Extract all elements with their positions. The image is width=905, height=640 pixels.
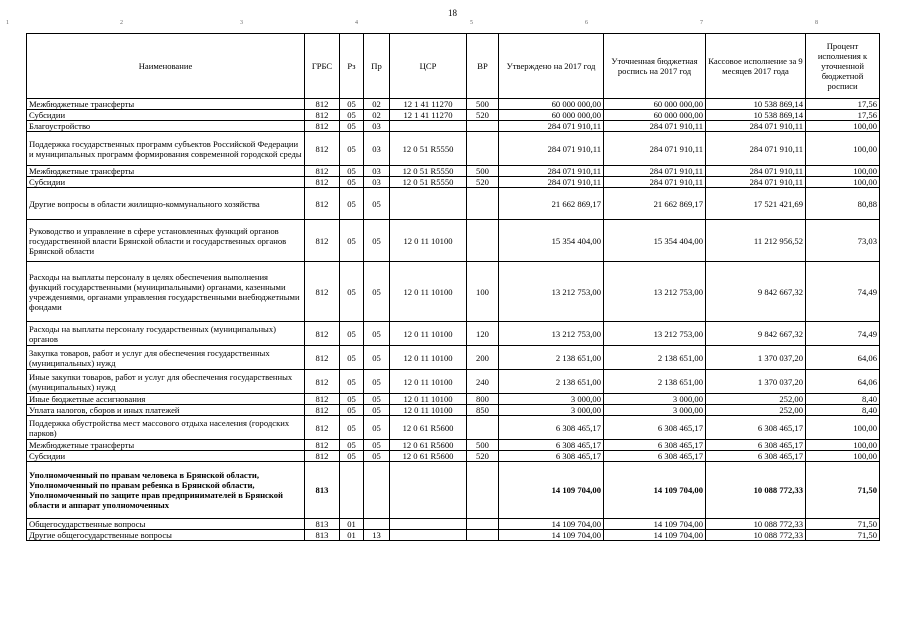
cell-cash: 1 370 037,20 [706,370,806,394]
cell-rz: 01 [340,530,364,541]
cell-percent: 73,03 [806,220,880,262]
cell-approved: 284 071 910,11 [499,166,604,177]
cell-approved: 13 212 753,00 [499,262,604,322]
cell-refined: 6 308 465,17 [604,416,706,440]
cell-rz: 05 [340,322,364,346]
cell-percent: 71,50 [806,519,880,530]
cell-approved: 21 662 869,17 [499,188,604,220]
cell-cash: 10 538 869,14 [706,110,806,121]
cell-rz: 05 [340,346,364,370]
cell-csr [390,519,467,530]
cell-csr: 12 0 51 R5550 [390,166,467,177]
cell-rz: 05 [340,405,364,416]
cell-approved: 2 138 651,00 [499,370,604,394]
cell-vr [467,132,499,166]
cell-rz: 05 [340,220,364,262]
cell-refined: 14 109 704,00 [604,462,706,519]
header-refined: Уточненная бюджетная роспись на 2017 год [604,34,706,99]
cell-vr: 500 [467,166,499,177]
cell-pr: 05 [364,322,390,346]
cell-grbs: 812 [305,451,340,462]
cell-percent: 8,40 [806,405,880,416]
table-row [27,519,880,530]
cell-refined: 284 071 910,11 [604,121,706,132]
cell-vr: 800 [467,394,499,405]
cell-refined: 6 308 465,17 [604,451,706,462]
cell-pr: 03 [364,132,390,166]
column-mark: 7 [700,20,703,26]
cell-name: Субсидии [27,451,305,462]
cell-vr [467,188,499,220]
cell-pr: 05 [364,405,390,416]
table-row [27,99,880,110]
cell-rz: 05 [340,177,364,188]
cell-vr: 850 [467,405,499,416]
cell-name: Расходы на выплаты персоналу в целях обеспечения выполнения функций государственными (муниципальными) органами, казенными учреждениями, органами управления государственными внебюджетными фондами [27,262,305,322]
cell-rz: 05 [340,121,364,132]
cell-percent: 74,49 [806,322,880,346]
table-header-row [27,34,880,99]
column-mark: 3 [240,20,243,26]
budget-execution-table [26,33,880,541]
header-cash: Кассовое исполнение за 9 месяцев 2017 года [706,34,806,99]
header-percent: Процент исполнения к уточненной бюджетной росписи [806,34,880,99]
cell-name: Субсидии [27,110,305,121]
cell-rz: 05 [340,394,364,405]
cell-vr: 100 [467,262,499,322]
cell-pr: 02 [364,110,390,121]
cell-percent: 100,00 [806,451,880,462]
cell-approved: 284 071 910,11 [499,132,604,166]
cell-name: Межбюджетные трансферты [27,99,305,110]
cell-pr: 05 [364,188,390,220]
cell-name: Поддержка обустройства мест массового отдыха населения (городских парков) [27,416,305,440]
cell-csr [390,462,467,519]
cell-csr: 12 1 41 11270 [390,99,467,110]
cell-grbs: 812 [305,110,340,121]
cell-cash: 6 308 465,17 [706,416,806,440]
table-row [27,405,880,416]
table-row [27,451,880,462]
cell-cash: 6 308 465,17 [706,451,806,462]
cell-refined: 15 354 404,00 [604,220,706,262]
cell-name: Расходы на выплаты персоналу государственных (муниципальных) органов [27,322,305,346]
cell-approved: 15 354 404,00 [499,220,604,262]
cell-name: Закупка товаров, работ и услуг для обеспечения государственных (муниципальных) нужд [27,346,305,370]
cell-pr: 02 [364,99,390,110]
cell-percent: 8,40 [806,394,880,405]
cell-percent: 100,00 [806,177,880,188]
cell-cash: 10 088 772,33 [706,519,806,530]
cell-percent: 64,06 [806,370,880,394]
header-rz: Рз [340,34,364,99]
cell-refined: 14 109 704,00 [604,530,706,541]
cell-pr: 05 [364,416,390,440]
cell-pr: 05 [364,370,390,394]
cell-csr [390,188,467,220]
cell-grbs: 813 [305,519,340,530]
cell-refined: 2 138 651,00 [604,370,706,394]
cell-name: Уплата налогов, сборов и иных платежей [27,405,305,416]
cell-rz: 05 [340,132,364,166]
cell-csr: 12 0 61 R5600 [390,451,467,462]
cell-approved: 14 109 704,00 [499,519,604,530]
cell-pr: 03 [364,121,390,132]
table-row [27,177,880,188]
cell-rz: 05 [340,110,364,121]
cell-percent: 71,50 [806,462,880,519]
cell-pr: 05 [364,262,390,322]
cell-grbs: 812 [305,416,340,440]
cell-rz: 05 [340,166,364,177]
cell-vr: 520 [467,110,499,121]
table-row [27,370,880,394]
cell-cash: 11 212 956,52 [706,220,806,262]
column-mark: 1 [6,20,9,26]
column-mark: 4 [355,20,358,26]
cell-percent: 80,88 [806,188,880,220]
column-mark: 2 [120,20,123,26]
cell-refined: 3 000,00 [604,405,706,416]
cell-grbs: 812 [305,177,340,188]
cell-rz: 05 [340,262,364,322]
cell-percent: 17,56 [806,110,880,121]
cell-name: Уполномоченный по правам человека в Брянской области, Уполномоченный по правам ребенка в Брянской области, Уполномоченный по защите прав предпринимателей в Брянской области и аппарат уполномоченных [27,462,305,519]
cell-refined: 60 000 000,00 [604,110,706,121]
cell-percent: 64,06 [806,346,880,370]
cell-name: Межбюджетные трансферты [27,166,305,177]
cell-grbs: 812 [305,132,340,166]
cell-refined: 284 071 910,11 [604,132,706,166]
cell-pr: 05 [364,346,390,370]
cell-grbs: 812 [305,346,340,370]
page-number: 18 [448,8,457,18]
column-mark: 8 [815,20,818,26]
cell-name: Благоустройство [27,121,305,132]
table-row [27,346,880,370]
cell-name: Другие общегосударственные вопросы [27,530,305,541]
cell-pr: 13 [364,530,390,541]
cell-name: Другие вопросы в области жилищно-коммунального хозяйства [27,188,305,220]
cell-percent: 100,00 [806,166,880,177]
table-row [27,462,880,519]
cell-refined: 2 138 651,00 [604,346,706,370]
cell-approved: 3 000,00 [499,394,604,405]
cell-vr [467,121,499,132]
cell-name: Руководство и управление в сфере установленных функций органов государственной власти Брянской области и государственных органов Брянской области [27,220,305,262]
cell-percent: 100,00 [806,121,880,132]
cell-pr: 05 [364,394,390,405]
cell-csr [390,530,467,541]
column-mark: 6 [585,20,588,26]
cell-refined: 60 000 000,00 [604,99,706,110]
cell-csr: 12 0 11 10100 [390,394,467,405]
cell-name: Иные закупки товаров, работ и услуг для обеспечения государственных (муниципальных) нужд [27,370,305,394]
cell-percent: 100,00 [806,416,880,440]
cell-cash: 9 842 667,32 [706,322,806,346]
cell-vr [467,462,499,519]
table-row [27,394,880,405]
cell-grbs: 812 [305,440,340,451]
cell-csr: 12 0 61 R5600 [390,440,467,451]
cell-percent: 17,56 [806,99,880,110]
cell-pr: 05 [364,440,390,451]
cell-cash: 284 071 910,11 [706,166,806,177]
cell-pr: 03 [364,166,390,177]
cell-cash: 10 088 772,33 [706,462,806,519]
cell-csr: 12 0 11 10100 [390,346,467,370]
cell-approved: 60 000 000,00 [499,110,604,121]
table-row [27,322,880,346]
cell-name: Межбюджетные трансферты [27,440,305,451]
cell-cash: 10 538 869,14 [706,99,806,110]
cell-pr [364,519,390,530]
cell-csr: 12 0 61 R5600 [390,416,467,440]
table-row [27,440,880,451]
cell-rz: 05 [340,440,364,451]
table-row [27,121,880,132]
cell-percent: 100,00 [806,132,880,166]
cell-percent: 71,50 [806,530,880,541]
cell-grbs: 812 [305,394,340,405]
cell-csr: 12 0 51 R5550 [390,132,467,166]
column-mark: 5 [470,20,473,26]
cell-vr: 520 [467,451,499,462]
cell-csr: 12 0 51 R5550 [390,177,467,188]
cell-vr [467,416,499,440]
cell-rz: 05 [340,99,364,110]
cell-cash: 284 071 910,11 [706,121,806,132]
cell-vr [467,220,499,262]
cell-approved: 14 109 704,00 [499,462,604,519]
cell-name: Иные бюджетные ассигнования [27,394,305,405]
cell-cash: 6 308 465,17 [706,440,806,451]
cell-pr [364,462,390,519]
cell-cash: 252,00 [706,405,806,416]
cell-rz: 05 [340,370,364,394]
header-grbs: ГРБС [305,34,340,99]
cell-grbs: 813 [305,462,340,519]
cell-approved: 6 308 465,17 [499,440,604,451]
cell-csr: 12 0 11 10100 [390,322,467,346]
cell-approved: 60 000 000,00 [499,99,604,110]
cell-grbs: 812 [305,99,340,110]
cell-rz: 01 [340,519,364,530]
cell-approved: 2 138 651,00 [499,346,604,370]
table-row [27,132,880,166]
cell-pr: 05 [364,220,390,262]
cell-approved: 284 071 910,11 [499,121,604,132]
table-row [27,220,880,262]
table-row [27,416,880,440]
header-vr: ВР [467,34,499,99]
cell-cash: 17 521 421,69 [706,188,806,220]
cell-csr: 12 0 11 10100 [390,370,467,394]
cell-approved: 284 071 910,11 [499,177,604,188]
header-name: Наименование [27,34,305,99]
header-approved: Утверждено на 2017 год [499,34,604,99]
cell-cash: 284 071 910,11 [706,132,806,166]
cell-approved: 14 109 704,00 [499,530,604,541]
cell-rz: 05 [340,451,364,462]
cell-percent: 100,00 [806,440,880,451]
column-number-marks [0,20,905,28]
cell-rz: 05 [340,188,364,220]
table-row [27,530,880,541]
cell-refined: 6 308 465,17 [604,440,706,451]
cell-grbs: 812 [305,220,340,262]
cell-csr: 12 1 41 11270 [390,110,467,121]
cell-refined: 13 212 753,00 [604,322,706,346]
cell-approved: 3 000,00 [499,405,604,416]
cell-csr: 12 0 11 10100 [390,220,467,262]
cell-grbs: 812 [305,166,340,177]
table-row [27,166,880,177]
cell-rz [340,462,364,519]
cell-grbs: 812 [305,405,340,416]
cell-percent: 74,49 [806,262,880,322]
cell-refined: 13 212 753,00 [604,262,706,322]
cell-name: Поддержка государственных программ субъектов Российской Федерации и муниципальных программ формирования современной городской среды [27,132,305,166]
cell-refined: 3 000,00 [604,394,706,405]
cell-vr: 240 [467,370,499,394]
table-row [27,110,880,121]
cell-grbs: 812 [305,262,340,322]
cell-grbs: 812 [305,188,340,220]
cell-csr: 12 0 11 10100 [390,262,467,322]
cell-cash: 284 071 910,11 [706,177,806,188]
cell-grbs: 813 [305,530,340,541]
table-row [27,188,880,220]
cell-csr [390,121,467,132]
table-row [27,262,880,322]
cell-vr [467,519,499,530]
cell-refined: 284 071 910,11 [604,166,706,177]
cell-cash: 10 088 772,33 [706,530,806,541]
cell-csr: 12 0 11 10100 [390,405,467,416]
cell-cash: 252,00 [706,394,806,405]
cell-approved: 6 308 465,17 [499,416,604,440]
cell-name: Субсидии [27,177,305,188]
cell-vr: 500 [467,440,499,451]
header-pr: Пр [364,34,390,99]
header-csr: ЦСР [390,34,467,99]
cell-vr: 520 [467,177,499,188]
cell-vr: 200 [467,346,499,370]
cell-approved: 6 308 465,17 [499,451,604,462]
cell-refined: 14 109 704,00 [604,519,706,530]
cell-approved: 13 212 753,00 [499,322,604,346]
cell-pr: 05 [364,451,390,462]
cell-vr: 500 [467,99,499,110]
cell-grbs: 812 [305,121,340,132]
cell-cash: 1 370 037,20 [706,346,806,370]
cell-refined: 284 071 910,11 [604,177,706,188]
cell-name: Общегосударственные вопросы [27,519,305,530]
cell-rz: 05 [340,416,364,440]
cell-vr [467,530,499,541]
cell-grbs: 812 [305,322,340,346]
cell-pr: 03 [364,177,390,188]
cell-refined: 21 662 869,17 [604,188,706,220]
cell-cash: 9 842 667,32 [706,262,806,322]
cell-vr: 120 [467,322,499,346]
cell-grbs: 812 [305,370,340,394]
